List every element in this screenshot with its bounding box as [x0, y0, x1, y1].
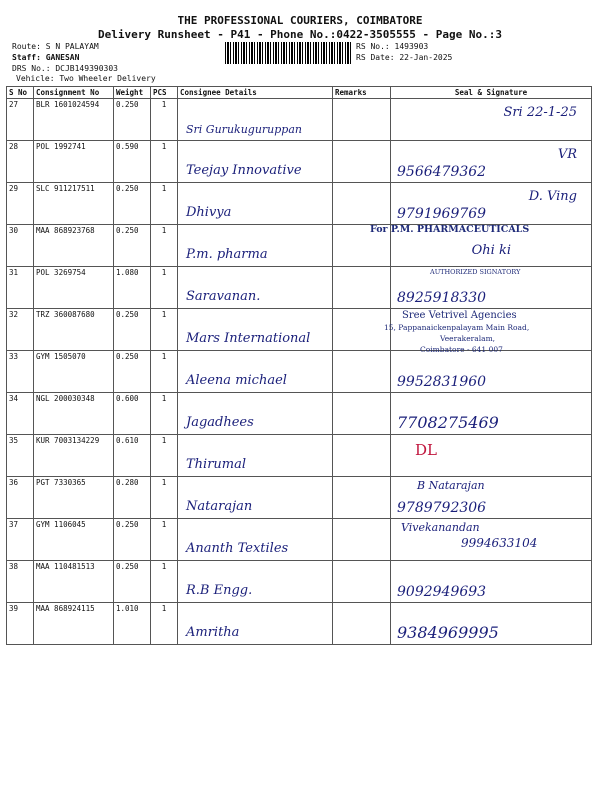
table-row — [7, 561, 592, 603]
sno-cell: 37 — [7, 519, 34, 561]
weight-cell: 0.600 — [114, 393, 151, 435]
rs-no-label: RS No.: 1493903 — [356, 42, 429, 51]
runsheet-title: Delivery Runsheet - P41 - Phone No.:0422-3505555 - Page No.:3 — [98, 28, 502, 41]
barcode — [225, 42, 351, 64]
sno-cell: 34 — [7, 393, 34, 435]
weight-cell: 0.250 — [114, 561, 151, 603]
sno-cell: 27 — [7, 99, 34, 141]
consignee-name: Natarajan — [186, 499, 253, 514]
col-consignment: Consignment No — [34, 87, 114, 99]
weight-cell: 0.590 — [114, 141, 151, 183]
sno-cell: 31 — [7, 267, 34, 309]
table-row — [7, 99, 592, 141]
signature: B Natarajan — [417, 479, 485, 492]
table-row — [7, 393, 592, 435]
pcs-cell: 1 — [151, 141, 178, 183]
weight-cell: 0.280 — [114, 477, 151, 519]
weight-cell: 0.250 — [114, 351, 151, 393]
col-remarks: Remarks — [333, 87, 391, 99]
col-weight: Weight — [114, 87, 151, 99]
authorized-stamp: AUTHORIZED SIGNATORY — [430, 268, 521, 276]
remarks-cell — [333, 393, 391, 435]
weight-cell: 0.250 — [114, 99, 151, 141]
sno-cell: 38 — [7, 561, 34, 603]
pharma-stamp: For P.M. PHARMACEUTICALS — [370, 224, 530, 235]
company-title: THE PROFESSIONAL COURIERS, COIMBATORE — [177, 14, 423, 27]
sno-cell: 36 — [7, 477, 34, 519]
signature-cell — [391, 99, 592, 141]
table-row — [7, 183, 592, 225]
consignee-cell — [178, 141, 333, 183]
pcs-cell: 1 — [151, 225, 178, 267]
table-row — [7, 603, 592, 645]
remarks-cell — [333, 603, 391, 645]
consignee-name: P.m. pharma — [186, 247, 268, 262]
consignment-cell: SLC 911217511 — [34, 183, 114, 225]
consignment-cell: MAA 110481513 — [34, 561, 114, 603]
sno-cell: 33 — [7, 351, 34, 393]
pcs-cell: 1 — [151, 351, 178, 393]
signature: DL — [415, 441, 437, 459]
consignment-cell: BLR 1601024594 — [34, 99, 114, 141]
consignee-name: Teejay Innovative — [186, 163, 302, 178]
signature-cell — [391, 519, 592, 561]
weight-cell: 0.250 — [114, 225, 151, 267]
consignee-cell — [178, 351, 333, 393]
weight-cell: 0.250 — [114, 519, 151, 561]
signature: VR — [557, 147, 577, 162]
consignment-cell: PGT 7330365 — [34, 477, 114, 519]
phone-number: 9092949693 — [397, 584, 487, 600]
pcs-cell: 1 — [151, 183, 178, 225]
phone-number: 8925918330 — [397, 290, 487, 306]
phone-number: 9384969995 — [397, 623, 499, 642]
table-row — [7, 351, 592, 393]
weight-cell: 1.080 — [114, 267, 151, 309]
remarks-cell — [333, 141, 391, 183]
weight-cell: 0.610 — [114, 435, 151, 477]
remarks-cell — [333, 435, 391, 477]
signature-cell — [391, 603, 592, 645]
consignee-cell — [178, 183, 333, 225]
sno-cell: 32 — [7, 309, 34, 351]
table-row — [7, 435, 592, 477]
phone-number: 9789792306 — [397, 500, 487, 516]
consignment-cell: MAA 868924115 — [34, 603, 114, 645]
consignee-cell — [178, 309, 333, 351]
signature: D. Ving — [528, 189, 577, 204]
rs-date-label: RS Date: 22-Jan-2025 — [356, 53, 453, 62]
remarks-cell — [333, 351, 391, 393]
consignee-cell — [178, 393, 333, 435]
signature: Ohi ki — [471, 243, 511, 258]
signature-cell — [391, 435, 592, 477]
consignee-cell — [178, 435, 333, 477]
sno-cell: 29 — [7, 183, 34, 225]
phone-number: 9994633104 — [461, 536, 538, 550]
agency-stamp-address-2: Veerakeralam, — [440, 334, 496, 343]
remarks-cell — [333, 267, 391, 309]
signature-cell — [391, 141, 592, 183]
vehicle-label: Vehicle: Two Wheeler Delivery — [16, 74, 156, 83]
sno-cell: 30 — [7, 225, 34, 267]
consignment-cell: GYM 1106045 — [34, 519, 114, 561]
remarks-cell — [333, 477, 391, 519]
consignment-cell: GYM 1505070 — [34, 351, 114, 393]
remarks-cell — [333, 99, 391, 141]
remarks-cell — [333, 561, 391, 603]
sno-cell: 28 — [7, 141, 34, 183]
consignee-name: Ananth Textiles — [186, 541, 289, 556]
phone-number: 9566479362 — [397, 164, 487, 180]
weight-cell: 1.010 — [114, 603, 151, 645]
route-label: Route: S N PALAYAM — [12, 42, 99, 51]
table-row — [7, 141, 592, 183]
consignment-cell: POL 3269754 — [34, 267, 114, 309]
phone-number: 9791969769 — [397, 206, 487, 222]
remarks-cell — [333, 519, 391, 561]
consignee-cell — [178, 99, 333, 141]
pcs-cell: 1 — [151, 267, 178, 309]
consignee-cell — [178, 519, 333, 561]
signature-cell — [391, 183, 592, 225]
consignee-name: Saravanan. — [186, 289, 261, 304]
agency-stamp-address-3: Coimbatore - 641 007 — [420, 345, 503, 354]
consignee-name: Mars International — [186, 331, 311, 346]
consignee-name: Thirumal — [186, 457, 247, 472]
remarks-cell — [333, 183, 391, 225]
sno-cell: 39 — [7, 603, 34, 645]
weight-cell: 0.250 — [114, 309, 151, 351]
consignment-cell: NGL 200030348 — [34, 393, 114, 435]
pcs-cell: 1 — [151, 477, 178, 519]
pcs-cell: 1 — [151, 603, 178, 645]
col-sno: S No — [7, 87, 34, 99]
pcs-cell: 1 — [151, 393, 178, 435]
consignee-name: Jagadhees — [186, 415, 254, 430]
signature-cell — [391, 351, 592, 393]
remarks-cell — [333, 309, 391, 351]
phone-number: 9952831960 — [397, 374, 487, 390]
consignee-name: Dhivya — [186, 205, 232, 220]
consignee-cell — [178, 477, 333, 519]
staff-label: Staff: GANESAN — [12, 53, 80, 62]
pcs-cell: 1 — [151, 435, 178, 477]
col-consignee: Consignee Details — [178, 87, 333, 99]
signature: Vivekanandan — [401, 521, 480, 534]
consignee-name: Sri Gurukuguruppan — [186, 123, 302, 136]
phone-number: 7708275469 — [397, 413, 499, 432]
col-pcs: PCS — [151, 87, 178, 99]
table-row — [7, 519, 592, 561]
pcs-cell: 1 — [151, 309, 178, 351]
runsheet-table — [6, 86, 592, 645]
table-row — [7, 477, 592, 519]
signature-cell — [391, 561, 592, 603]
signature-cell — [391, 477, 592, 519]
sno-cell: 35 — [7, 435, 34, 477]
consignee-name: R.B Engg. — [186, 583, 253, 598]
pcs-cell: 1 — [151, 99, 178, 141]
consignee-name: Amritha — [186, 625, 240, 640]
agency-stamp-address-1: 15, Pappanaickenpalayam Main Road, — [384, 323, 530, 332]
col-signature: Seal & Signature — [391, 87, 592, 99]
consignee-cell — [178, 267, 333, 309]
signature: Sri 22-1-25 — [503, 105, 577, 120]
weight-cell: 0.250 — [114, 183, 151, 225]
consignee-cell — [178, 225, 333, 267]
consignee-name: Aleena michael — [186, 373, 287, 388]
consignee-cell — [178, 561, 333, 603]
pcs-cell: 1 — [151, 519, 178, 561]
consignment-cell: TRZ 360087680 — [34, 309, 114, 351]
drs-label: DRS No.: DCJB149390303 — [12, 64, 118, 73]
pcs-cell: 1 — [151, 561, 178, 603]
consignment-cell: KUR 7003134229 — [34, 435, 114, 477]
table-header-row — [7, 87, 592, 99]
signature-cell — [391, 393, 592, 435]
consignment-cell: MAA 868923768 — [34, 225, 114, 267]
consignee-cell — [178, 603, 333, 645]
consignment-cell: POL 1992741 — [34, 141, 114, 183]
agency-stamp-name: Sree Vetrivel Agencies — [402, 310, 517, 321]
